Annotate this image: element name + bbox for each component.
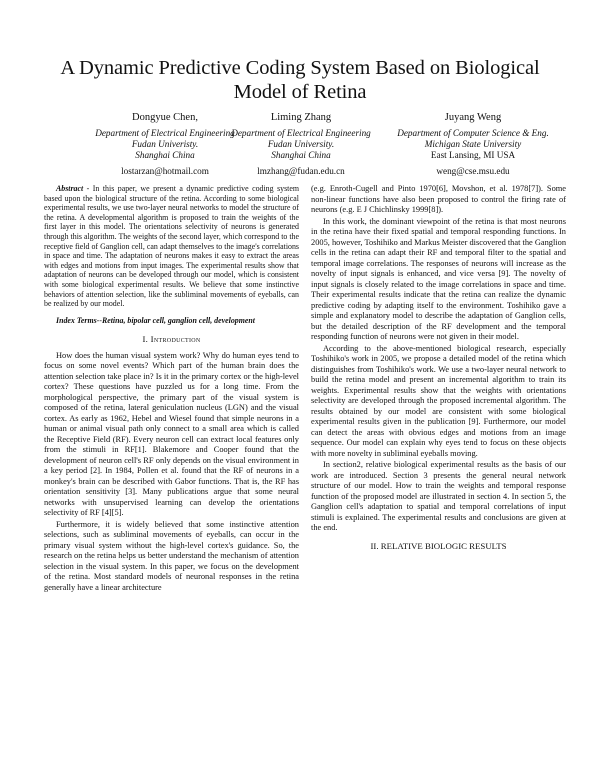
author-1: [90, 112, 240, 177]
left-column: [44, 184, 299, 594]
author-dept: Department of Electrical Engineering: [231, 128, 371, 138]
author-dept: Department of Computer Science & Eng.: [397, 128, 549, 138]
abstract: [44, 184, 299, 309]
author-email: weng@cse.msu.edu: [436, 166, 510, 176]
author-location: East Lansing, MI USA: [430, 150, 516, 160]
author-univ: Fudan University.: [267, 139, 335, 149]
author-2: [222, 112, 380, 177]
paper-title: A Dynamic Predictive Coding System Based on Biological Model of Retina: [60, 57, 540, 103]
body-paragraph: According to the above-mentioned biological research, especially Toshihiko's work in 2005, we propose a detailed model of the retina which distinguishes from Toshihiko's work. We use a two-layer neural network to build the retina model and present an incremental algorithm to train its weights. Experimental results show that the weights with orientations selectivity are developed through the proposed incremental algorithm. The results obtained by our model are consistent with some biological experimental results given in the publication [9]. Furthermore, our model can detect the areas with obvious edges and motions from an image sequence. Our model can explain why eyes tend to focus on these objects with more novelty in subliminal eyeballs moving.: [311, 343, 566, 458]
right-column: [311, 184, 566, 551]
body-paragraph: Furthermore, it is widely believed that some instinctive attention selections, such as subliminal movements of eyeballs, can occur in the primary visual system without the high-level cortex's guidance. So, the research on the retina helps us better understand the mechanism of attention selection in the visual system. In this paper, we focus on the development of the retina. Most standard models of neuronal responses in the retina generally have a linear architecture: [44, 519, 299, 592]
author-name: Juyang Weng: [444, 112, 502, 123]
body-paragraph: In section2, relative biological experimental results as the basis of our work are introduced. Section 3 presents the general neural network structure of our model. How to train the weights and temporal response function of the proposed model are illustrated in section 4. In section 5, the Ganglion cell's adaptation to spatial and temporal correlations of input stimuli is explained. The experimental results and conclusions are given at the end.: [311, 460, 566, 532]
author-name: Liming Zhang: [270, 112, 332, 123]
author-name: Dongyue Chen,: [132, 112, 198, 123]
author-email: lostarzan@hotmail.com: [121, 166, 209, 176]
author-univ: Michigan State University: [424, 139, 522, 149]
body-paragraph: How does the human visual system work? Why do human eyes tend to focus on some novel events? Which part of the human brain does the attention selection take place in? Is it in the primary cortex or the high-level cortex? These questions have puzzled us for a long time. From the morphological perspective, the primary part of the visual system is composed of the retina, lateral geniculation nucleus (LGN) and the visual cortex. As early as 1962, Hebel and Wiesel found that simple neurons in a human or animal visual path only connect to a small area which is called the Receptive Field (RF). Every neuron cell can extract local features only from the stimuli in RF[1]. Blakemore and Cooper found that the development of neuron cell's RF only depends on the visual environment in a key period [2]. In 1984, Pollen et al. found that the RF of neurons in a monkey's brain can be described with Gabor functions. That is, the RF has orientation sensitivity [3]. Many publications argue that some neural networks with unsupervised learning can develop the orientations selectivity of RF [4][5].: [44, 350, 299, 518]
abstract-label: Abstract: [56, 184, 84, 193]
index-terms: Index Terms--Retina, bipolar cell, ganglion cell, development: [56, 315, 255, 325]
author-location: Shanghai China: [135, 150, 195, 160]
author-location: Shanghai China: [271, 150, 331, 160]
author-univ: Fudan Univeristy.: [131, 139, 199, 149]
author-3: [388, 112, 558, 177]
abstract-text: - In this paper, we present a dynamic predictive coding system based upon the biological structure of the retina. According to some biological experimental results, we use two-layer neural networks to model the structure of the retina. A developmental algorithm is proposed to train the weights of the first layer in this model. The orientations selectivity of neurons is generated through this algorithm. The weights of the second layer, which correspond to the receptive field of Ganglion cell, can adapt themselves to the image's correlations in space and time. The adaptation of neurons makes it easy to extract the areas with edges and motions from input images. The experimental results show that adaptation of neurons can be developed through our model, which is consistent with some biological experimental results. We believe that some instinctive behaviors of attention selection, like the subliminal movements of eyeballs, can be realized by our model.: [44, 184, 299, 309]
section-heading-biologic-results: II. RELATIVE BIOLOGIC RESULTS: [370, 540, 507, 551]
body-paragraph: (e.g. Enroth-Cugell and Pinto 1970[6], Movshon, et al. 1978[7]). Some non-linear functions have also been proposed to control the firing rate of neurons (e.g. E J Chichlinsky 1999[8]).: [311, 184, 566, 214]
body-paragraph: In this work, the dominant viewpoint of the retina is that most neurons in the retina have their fixed spatial and temporal responding functions. In 2005, however, Toshihiko and Markus Meister discovered that the Ganglion cells in the retina can adapt their RF and temporal filter to the spatial and temporal image correlations. The responses of neurons will increase as the novelty of input signals is enhanced, and vice versa [9]. The novelty of input signals is closely related to the image correlations in space and time. Their experimental results indicate that the retina can realize the dynamic predictive coding by adapting itself to the environment. Toshihiko gave a simple and explanatory model to describe the adaptation of Ganglion cells, but the detailed description of the RF development and the temporal responding function of neurons were not given in their model.: [311, 216, 567, 341]
section-heading-introduction: I. Introduction: [142, 334, 201, 345]
author-email: lmzhang@fudan.edu.cn: [257, 166, 345, 176]
author-dept: Department of Electrical Engineering: [95, 128, 235, 138]
